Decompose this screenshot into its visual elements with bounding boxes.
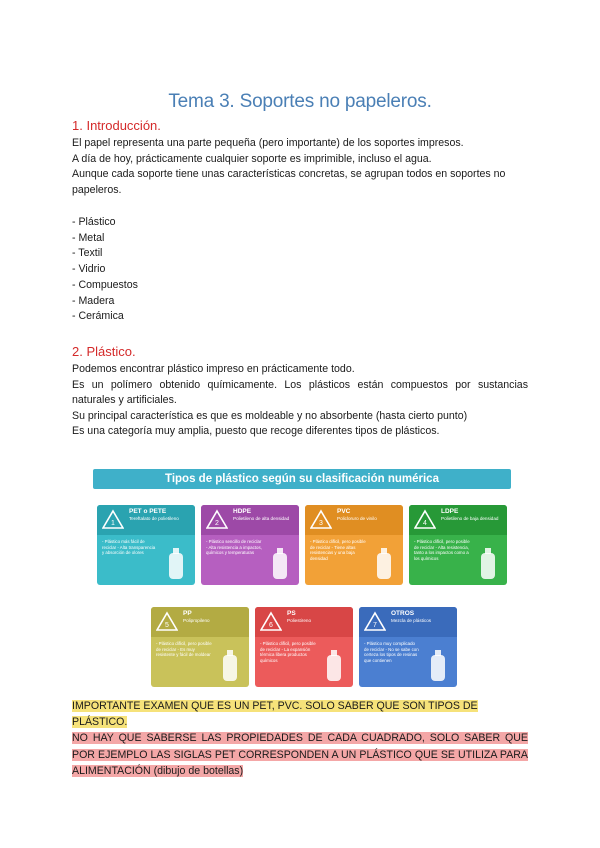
card-number: 7: [373, 622, 377, 629]
intro-paragraph: [72, 136, 528, 198]
card-subtitle: Polietileno de baja densidad: [441, 516, 499, 521]
card-body: [151, 637, 249, 687]
recycle-triangle-icon: [260, 611, 282, 633]
recycle-triangle-icon: [310, 509, 332, 531]
card-name: PS: [287, 610, 296, 617]
infographic-banner: Tipos de plástico según su clasificación numérica: [93, 469, 511, 489]
card-description: - Plástico difícil, pero posible de reciclar - La expansión térmica libera productos químicos: [260, 641, 316, 663]
plastic-card-4: [409, 505, 507, 585]
plastic-types-infographic: [93, 469, 513, 697]
recycle-triangle-icon: [364, 611, 386, 633]
recycle-triangle-icon: [156, 611, 178, 633]
card-number: 2: [215, 520, 219, 527]
section-heading-plastico: 2. Plástico.: [72, 344, 136, 359]
card-description: - Plástico más fácil de reciclar - Alta transparencia y absorción de olores: [102, 539, 156, 556]
card-body: [255, 637, 353, 687]
card-number: 4: [423, 520, 427, 527]
section-heading-introduccion: 1. Introducción.: [72, 118, 161, 133]
card-body: [359, 637, 457, 687]
plastic-card-7: [359, 607, 457, 687]
product-illustration-icon: [319, 649, 349, 683]
list-item: - Textil: [72, 247, 103, 260]
plastic-card-1: [97, 505, 195, 585]
card-name: HDPE: [233, 508, 252, 515]
card-name: PVC: [337, 508, 351, 515]
card-name: OTROS: [391, 610, 415, 617]
plastic-card-5: [151, 607, 249, 687]
card-description: - Plástico sencillo de reciclar - Alta resistencia a impactos, químicos y temperaturas: [206, 539, 262, 556]
intro-line: A día de hoy, prácticamente cualquier soporte es imprimible, incluso el agua.: [72, 152, 432, 165]
intro-line: Aunque cada soporte tiene unas características concretas, se agrupan todos en soportes no papeleros.: [72, 168, 506, 196]
card-number: 3: [319, 520, 323, 527]
card-subtitle: Polipropileno: [183, 618, 210, 623]
list-item: - Madera: [72, 294, 115, 307]
card-description: - Plástico difícil, pero posible de reciclar - Tiene altas resistencias y una baja densidad: [310, 539, 366, 561]
card-name: LDPE: [441, 508, 459, 515]
plastico-line: Es un polímero obtenido químicamente. Los plásticos están compuestos por sustancias naturales y artificiales.: [72, 378, 528, 407]
card-body: [409, 535, 507, 585]
list-item: - Compuestos: [72, 278, 138, 291]
product-illustration-icon: [215, 649, 245, 683]
page-title: Tema 3. Soportes no papeleros.: [168, 90, 432, 112]
card-number: 6: [269, 622, 273, 629]
list-item: - Cerámica: [72, 310, 124, 323]
card-subtitle: Mezcla de plásticos: [391, 618, 432, 623]
note-yellow-highlight: IMPORTANTE EXAMEN QUE ES UN PET, PVC. SOLO SABER QUE SON TIPOS DE PLÁSTICO.: [72, 700, 478, 729]
card-body: [201, 535, 299, 585]
note-red-highlight: NO HAY QUE SABERSE LAS PROPIEDADES DE CADA CUADRADO, SOLO SABER QUE POR EJEMPLO LAS SIGLAS PET CORRESPONDEN A UN PLÁSTICO QUE SE UTILIZA PARA ALIMENTACIÓN (dibujo de botellas): [72, 732, 528, 777]
card-description: - Plástico difícil, pero posible de reciclar - Alta resistencia, tanto a los impactos como a los químicos: [414, 539, 470, 561]
soportes-list: [72, 215, 138, 325]
list-item: - Vidrio: [72, 263, 106, 276]
card-subtitle: Polietileno de alta densidad: [233, 516, 290, 521]
plastic-card-3: [305, 505, 403, 585]
plastic-card-2: [201, 505, 299, 585]
card-description: - Plástico difícil, pero posible de reciclar - Es muy resistente y fácil de moldear: [156, 641, 212, 658]
plastico-paragraph: [72, 362, 528, 440]
product-illustration-icon: [369, 547, 399, 581]
card-subtitle: Tereftalato de polietileno: [129, 516, 179, 521]
product-illustration-icon: [265, 547, 295, 581]
card-body: [97, 535, 195, 585]
recycle-triangle-icon: [102, 509, 124, 531]
exam-note: [72, 698, 528, 779]
card-number: 5: [165, 622, 169, 629]
intro-line: El papel representa una parte pequeña (pero importante) de los soportes impresos.: [72, 137, 464, 149]
card-number: 1: [111, 520, 115, 527]
plastic-card-6: [255, 607, 353, 687]
card-name: PP: [183, 610, 192, 617]
card-subtitle: Poliestireno: [287, 618, 312, 623]
plastico-line: Podemos encontrar plástico impreso en prácticamente todo.: [72, 363, 355, 375]
recycle-triangle-icon: [414, 509, 436, 531]
plastico-line: Su principal característica es que es moldeable y no absorbente (hasta cierto punto): [72, 409, 468, 422]
card-name: PET o PETE: [129, 508, 167, 515]
list-item: - Plástico: [72, 216, 116, 228]
card-description: - Plástico muy complicado de reciclar - No se sabe con certeza los tipos de resinas que contienen: [364, 641, 419, 663]
product-illustration-icon: [473, 547, 503, 581]
product-illustration-icon: [423, 649, 453, 683]
card-body: [305, 535, 403, 585]
plastico-line: Es una categoría muy amplia, puesto que recoge diferentes tipos de plásticos.: [72, 425, 440, 438]
list-item: - Metal: [72, 231, 105, 244]
card-subtitle: Policloruro de vinilo: [337, 516, 377, 521]
product-illustration-icon: [161, 547, 191, 581]
recycle-triangle-icon: [206, 509, 228, 531]
